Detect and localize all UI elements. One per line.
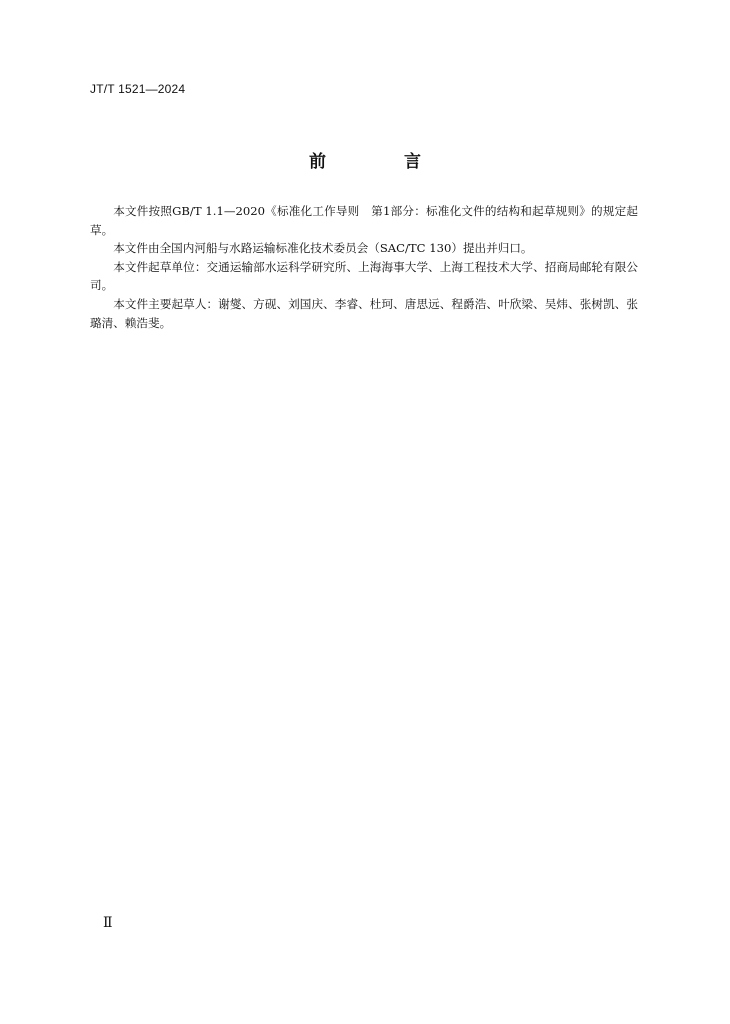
paragraph-drafting-units: 本文件起草单位：交通运输部水运科学研究所、上海海事大学、上海工程技术大学、招商局邮轮有限公司。 <box>90 259 638 293</box>
paragraph-drafting-basis: 本文件按照GB/T 1.1—2020《标准化工作导则 第1部分：标准化文件的结构和起草规则》的规定起草。 <box>90 204 638 237</box>
paragraph-main-drafters: 本文件主要起草人：谢燮、方砚、刘国庆、李睿、杜珂、唐思远、程爵浩、叶欣梁、吴炜、张树凯、张璐清、赖浩斐。 <box>90 296 638 330</box>
foreword-title: 前 言 <box>309 152 457 172</box>
page-number: Ⅱ <box>103 915 113 931</box>
paragraph-proposer: 本文件由全国内河船与水路运输标准化技术委员会（SAC/TC 130）提出并归口。 <box>113 241 533 256</box>
document-number-header: JT/T 1521—2024 <box>90 82 186 96</box>
foreword-body <box>90 202 638 332</box>
